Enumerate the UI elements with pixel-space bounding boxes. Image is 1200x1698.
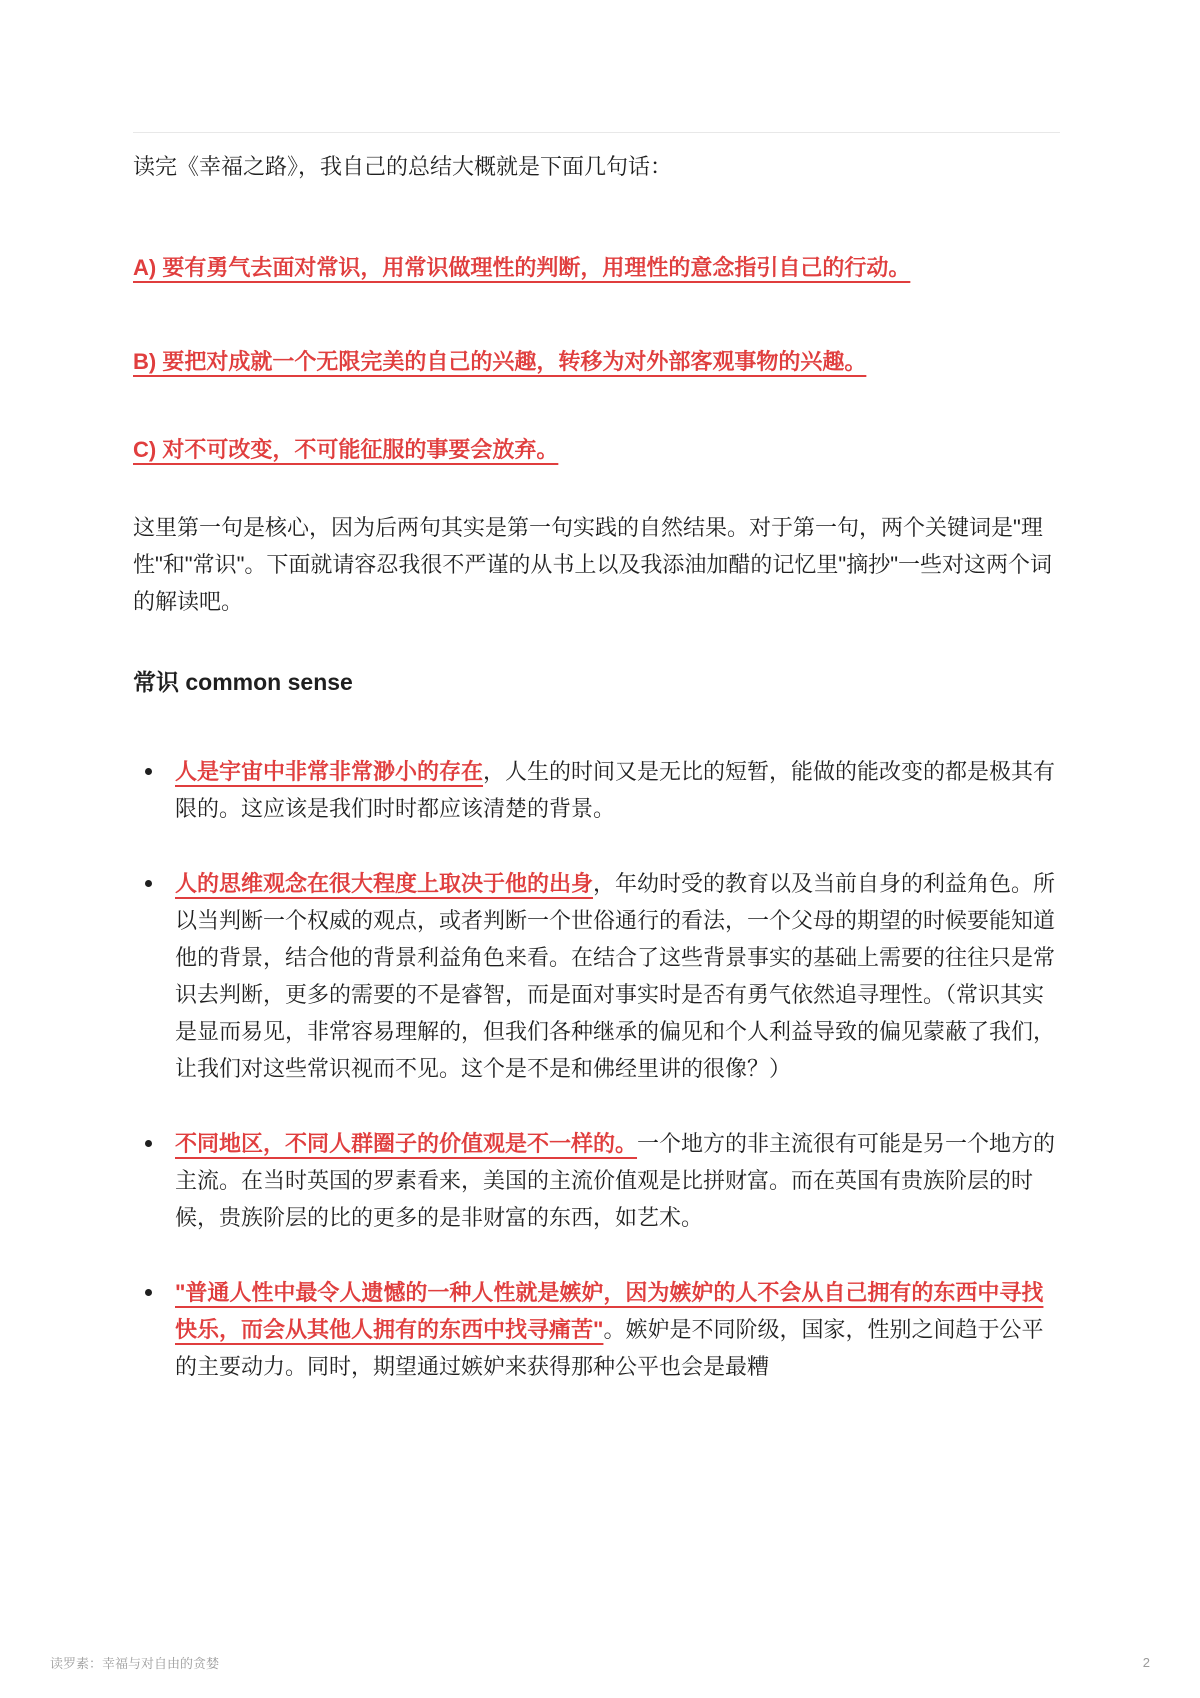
highlighted-text: 人是宇宙中非常非常渺小的存在 [175, 759, 484, 784]
list-item [133, 865, 1060, 1087]
summary-point-b: B) 要把对成就一个无限完美的自己的兴趣，转移为对外部客观事物的兴趣。 [133, 349, 867, 374]
list-item [133, 1274, 1060, 1385]
section-heading-common-sense: 常识 common sense [133, 669, 353, 695]
section-divider [133, 132, 1060, 133]
bullet-icon [145, 1289, 152, 1296]
footer-document-title: 读罗素：幸福与对自由的贪婪 [50, 1656, 220, 1671]
list-item-text [175, 753, 1060, 827]
bullet-icon [145, 1140, 152, 1147]
highlighted-text: 人的思维观念在很大程度上取决于他的出身 [175, 871, 594, 896]
list-item [133, 753, 1060, 827]
highlighted-text: 不同地区，不同人群圈子的价值观是不一样的。 [175, 1131, 638, 1156]
page-footer [50, 1653, 1150, 1672]
bullet-icon [145, 768, 152, 775]
list-item-text [175, 865, 1060, 1087]
intro-paragraph: 读完《幸福之路》，我自己的总结大概就是下面几句话： [133, 154, 673, 179]
summary-point-a: A) 要有勇气去面对常识，用常识做理性的判断，用理性的意念指引自己的行动。 [133, 255, 911, 280]
page-number: 2 [1142, 1655, 1150, 1670]
summary-point-c: C) 对不可改变，不可能征服的事要会放弃。 [133, 437, 559, 462]
list-item-body: 。嫉妒是不同阶级，国家，性别之间趋于公平的主要动力。同时，期望通过嫉妒来获得那种公平也会是最糟 [175, 1317, 1044, 1379]
highlighted-text: "普通人性中最令人遗憾的一种人性就是嫉妒，因为嫉妒的人不会从自己拥有的东西中寻找快乐，而会从其他人拥有的东西中找寻痛苦" [175, 1280, 1044, 1342]
bullet-icon [145, 880, 152, 887]
list-item-text [175, 1274, 1060, 1385]
list-item-text [175, 1125, 1060, 1236]
list-item-body: ，年幼时受的教育以及当前自身的利益角色。所以当判断一个权威的观点，或者判断一个世俗通行的看法，一个父母的期望的时候要能知道他的背景，结合他的背景利益角色来看。在结合了这些背景事实的基础上需要的往往只是常识去判断，更多的需要的不是睿智，而是面对事实时是否有勇气依然追寻理性。（常识其实是显而易见，非常容易理解的，但我们各种继承的偏见和个人利益导致的偏见蒙蔽了我们，让我们对这些常识视而不见。这个是不是和佛经里讲的很像？） [175, 871, 1056, 1081]
bullet-list [133, 753, 1060, 1385]
list-item [133, 1125, 1060, 1236]
explanation-paragraph: 这里第一句是核心，因为后两句其实是第一句实践的自然结果。对于第一句，两个关键词是"理性"和"常识"。下面就请容忍我很不严谨的从书上以及我添油加醋的记忆里"摘抄"一些对这两个词的解读吧。 [133, 515, 1053, 614]
list-item-body: 一个地方的非主流很有可能是另一个地方的主流。在当时英国的罗素看来，美国的主流价值观是比拼财富。而在英国有贵族阶层的时候，贵族阶层的比的更多的是非财富的东西，如艺术。 [175, 1131, 1056, 1230]
list-item-body: ，人生的时间又是无比的短暂，能做的能改变的都是极其有限的。这应该是我们时时都应该清楚的背景。 [175, 759, 1056, 821]
